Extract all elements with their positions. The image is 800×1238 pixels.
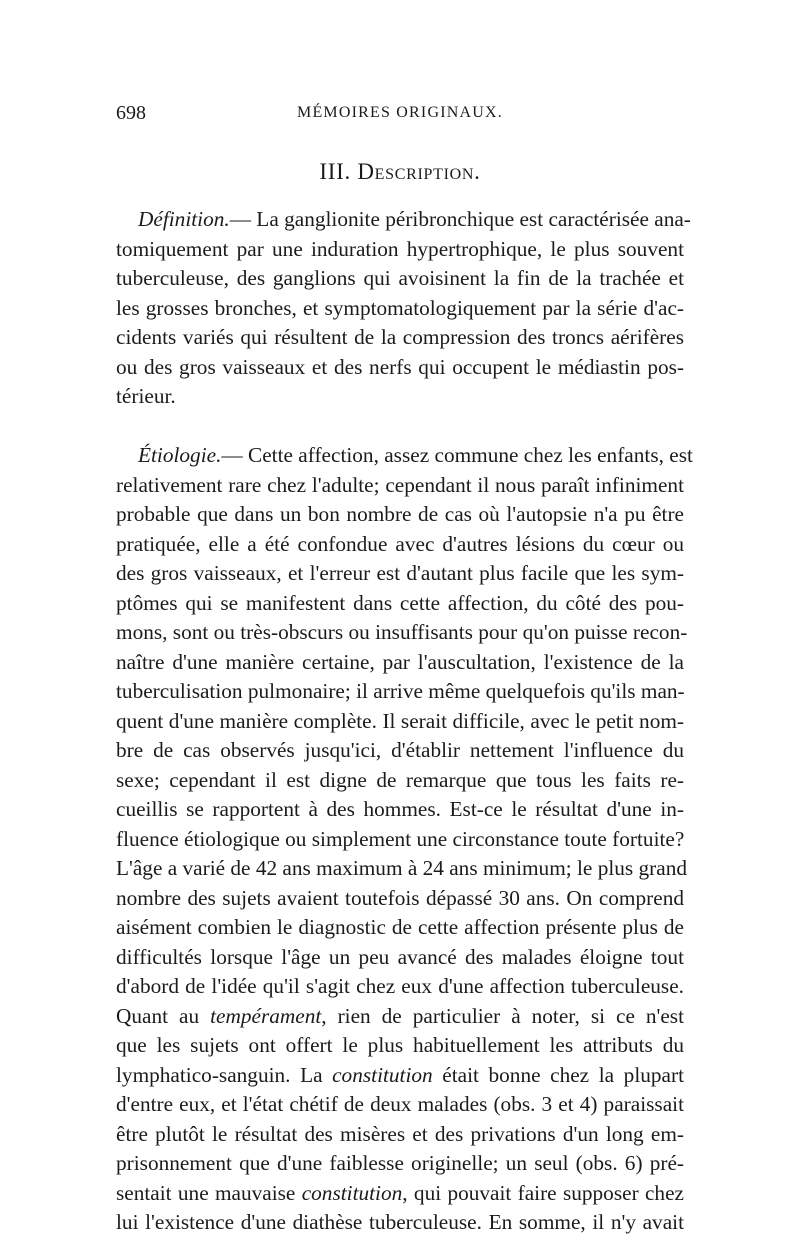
page-number: 698 bbox=[116, 102, 146, 124]
paragraph-line: naître d'une manière certaine, par l'auscultation, l'existence de la bbox=[116, 649, 684, 674]
running-header bbox=[116, 98, 684, 128]
paragraph-line: Quant au tempérament, rien de particulier à noter, si ce n'est bbox=[116, 1003, 685, 1028]
paragraph-line: L'âge a varié de 42 ans maximum à 24 ans minimum; le plus grand bbox=[116, 856, 688, 880]
paragraph-line: ou des gros vaisseaux et des nerfs qui occupent le médiastin pos- bbox=[116, 354, 684, 379]
paragraph-line: être plutôt le résultat des misères et des privations d'un long em- bbox=[116, 1121, 684, 1146]
paragraph-line: probable que dans un bon nombre de cas où l'autopsie n'a pu être bbox=[116, 502, 684, 526]
emphasized-word: constitution bbox=[332, 1062, 433, 1087]
line-text: — Cette affection, assez commune chez les enfants, est bbox=[221, 443, 693, 467]
paragraph-line: térieur. bbox=[116, 384, 176, 408]
paragraph-line: difficultés lorsque l'âge un peu avancé des malades éloigne tout bbox=[116, 944, 684, 969]
paragraph-line bbox=[116, 205, 691, 235]
paragraph-line: sexe; cependant il est digne de remarque que tous les faits re- bbox=[116, 767, 684, 792]
paragraph-line: tuberculisation pulmonaire; il arrive même quelquefois qu'ils man- bbox=[116, 679, 685, 703]
run-in-heading: Étiologie. bbox=[138, 443, 222, 467]
running-title: MÉMOIRES ORIGINAUX. bbox=[297, 104, 503, 121]
paragraph-line: tomiquement par une induration hypertrophique, le plus souvent bbox=[116, 236, 684, 261]
paragraph-line: lymphatico-sanguin. La constitution était bonne chez la plupart bbox=[116, 1062, 684, 1087]
paragraph-line: d'abord de l'idée qu'il s'agit chez eux d'une affection tuberculeuse. bbox=[116, 974, 684, 998]
paragraph-line: lui l'existence d'une diathèse tuberculeuse. En somme, il n'y avait bbox=[116, 1210, 684, 1234]
paragraph-line: mons, sont ou très-obscurs ou insuffisants pour qu'on puisse recon- bbox=[116, 620, 688, 644]
paragraph-line: cidents variés qui résultent de la compression des troncs aérifères bbox=[116, 325, 684, 349]
paragraph-line: pratiquée, elle a été confondue avec d'autres lésions du cœur ou bbox=[116, 531, 684, 556]
paragraph-line: ptômes qui se manifestent dans cette affection, du côté des pou- bbox=[116, 590, 684, 615]
paragraph-line: fluence étiologique ou simplement une circonstance toute fortuite? bbox=[116, 826, 685, 851]
paragraph-line: prisonnement que d'une faiblesse originelle; un seul (obs. 6) pré- bbox=[116, 1151, 684, 1175]
paragraph-line: relativement rare chez l'adulte; cependant il nous paraît infiniment bbox=[116, 472, 684, 497]
paragraph-line: des gros vaisseaux, et l'erreur est d'autant plus facile que les sym- bbox=[116, 561, 684, 585]
paragraph-line: les grosses bronches, et symptomatologiquement par la série d'ac- bbox=[116, 295, 684, 320]
run-in-heading: Définition. bbox=[138, 207, 230, 231]
section-title: III. Description. bbox=[319, 159, 481, 184]
paragraph-line: bre de cas observés jusqu'ici, d'établir nettement l'influence du bbox=[116, 738, 684, 762]
emphasized-word: constitution bbox=[301, 1180, 403, 1205]
paragraph-line: tuberculeuse, des ganglions qui avoisinent la fin de la trachée et bbox=[116, 266, 684, 290]
line-text: — La ganglionite péribronchique est caractérisée ana- bbox=[229, 207, 691, 231]
paragraph-line: aisément combien le diagnostic de cette affection présente plus de bbox=[116, 915, 684, 939]
emphasized-word: tempérament bbox=[210, 1003, 322, 1028]
paragraph-line: d'entre eux, et l'état chétif de deux malades (obs. 3 et 4) paraissait bbox=[116, 1092, 684, 1116]
body-text bbox=[116, 205, 693, 1238]
paragraph-line: sentait une mauvaise constitution, qui pouvait faire supposer chez bbox=[116, 1180, 684, 1205]
paragraph-line bbox=[116, 441, 693, 471]
paragraph-line: que les sujets ont offert le plus habituellement les attributs du bbox=[116, 1033, 684, 1057]
paragraph-line: nombre des sujets avaient toutefois dépassé 30 ans. On comprend bbox=[116, 885, 684, 910]
paragraph-line: quent d'une manière complète. Il serait difficile, avec le petit nom- bbox=[116, 708, 684, 733]
paragraph-line: cueillis se rapportent à des hommes. Est-ce le résultat d'une in- bbox=[116, 797, 684, 821]
paragraph-etiologie bbox=[116, 441, 693, 1238]
paragraph-definition bbox=[116, 205, 691, 412]
